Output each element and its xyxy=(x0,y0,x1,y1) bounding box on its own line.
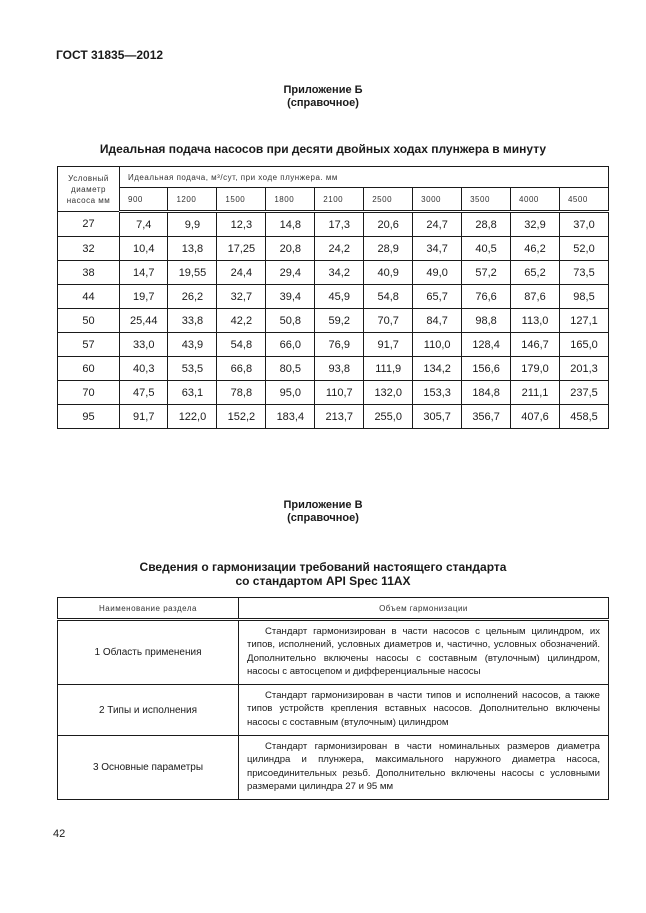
diameter-cell: 27 xyxy=(58,212,120,237)
table-row xyxy=(58,620,609,685)
capacity-cell: 146,7 xyxy=(511,333,560,357)
capacity-group-header: Идеальная подача, м³/сут, при ходе плунжера. мм xyxy=(120,167,609,188)
appendix-v-table-title-line2: со стандартом API Spec 11AX xyxy=(235,574,411,588)
capacity-cell: 29,4 xyxy=(266,261,315,285)
stroke-column-header: 2100 xyxy=(315,188,364,212)
capacity-cell: 73,5 xyxy=(559,261,608,285)
section-name-cell: 2 Типы и исполнения xyxy=(58,685,239,736)
capacity-cell: 76,9 xyxy=(315,333,364,357)
capacity-cell: 42,2 xyxy=(217,309,266,333)
capacity-cell: 156,6 xyxy=(462,357,511,381)
capacity-cell: 59,2 xyxy=(315,309,364,333)
capacity-cell: 20,8 xyxy=(266,237,315,261)
table-row xyxy=(58,685,609,736)
capacity-cell: 12,3 xyxy=(217,212,266,237)
capacity-cell: 95,0 xyxy=(266,381,315,405)
table-row xyxy=(58,309,609,333)
diameter-cell: 57 xyxy=(58,333,120,357)
capacity-cell: 66,8 xyxy=(217,357,266,381)
table-row xyxy=(58,736,609,800)
capacity-cell: 165,0 xyxy=(559,333,608,357)
harmonization-scope-text: Стандарт гармонизирован в части насосов с цельным цилиндром, их типов, исполнений, условных диаметров и, частично, условных обозначений. Дополнительно включены насосы с составным (втулочным) цилиндром, насосы с автосцепом и дифференциальные насосы xyxy=(247,626,600,677)
capacity-cell: 24,4 xyxy=(217,261,266,285)
page-number: 42 xyxy=(53,828,66,840)
section-name-header: Наименование раздела xyxy=(58,598,239,620)
harmonization-table xyxy=(57,597,609,800)
capacity-cell: 237,5 xyxy=(559,381,608,405)
stroke-column-header: 4000 xyxy=(511,188,560,212)
capacity-cell: 24,2 xyxy=(315,237,364,261)
capacity-cell: 47,5 xyxy=(120,381,168,405)
harmonization-scope-text: Стандарт гармонизирован в части типов и исполнений насосов, а также типов устройств крепления вставных насосов. Дополнительно включены насосы с составным (втулочным) цилиндром xyxy=(247,690,600,728)
capacity-cell: 134,2 xyxy=(413,357,462,381)
appendix-v-table-title-line1: Сведения о гармонизации требований настоящего стандарта xyxy=(139,560,507,574)
capacity-cell: 40,3 xyxy=(120,357,168,381)
capacity-cell: 87,6 xyxy=(511,285,560,309)
capacity-cell: 91,7 xyxy=(364,333,413,357)
capacity-cell: 407,6 xyxy=(511,405,560,429)
capacity-cell: 34,7 xyxy=(413,237,462,261)
table-row xyxy=(58,285,609,309)
capacity-cell: 255,0 xyxy=(364,405,413,429)
capacity-cell: 132,0 xyxy=(364,381,413,405)
diameter-cell: 70 xyxy=(58,381,120,405)
appendix-b-table-title: Идеальная подача насосов при десяти двойных ходах плунжера в минуту xyxy=(99,142,547,156)
stroke-column-header: 4500 xyxy=(559,188,608,212)
document-code: ГОСТ 31835—2012 xyxy=(56,48,164,62)
table-row xyxy=(58,261,609,285)
appendix-v-title: Приложение В xyxy=(283,499,363,511)
capacity-cell: 39,4 xyxy=(266,285,315,309)
diameter-header: Условный диаметр насоса мм xyxy=(58,167,120,212)
capacity-cell: 153,3 xyxy=(413,381,462,405)
capacity-cell: 127,1 xyxy=(559,309,608,333)
capacity-cell: 7,4 xyxy=(120,212,168,237)
capacity-cell: 14,8 xyxy=(266,212,315,237)
stroke-column-header: 1800 xyxy=(266,188,315,212)
harmonization-scope-header: Объем гармонизации xyxy=(239,598,609,620)
table-row xyxy=(58,237,609,261)
capacity-cell: 34,2 xyxy=(315,261,364,285)
capacity-cell: 9,9 xyxy=(168,212,217,237)
capacity-cell: 93,8 xyxy=(315,357,364,381)
capacity-cell: 98,8 xyxy=(462,309,511,333)
stroke-column-header: 2500 xyxy=(364,188,413,212)
capacity-cell: 65,7 xyxy=(413,285,462,309)
capacity-cell: 54,8 xyxy=(364,285,413,309)
section-name-cell: 1 Область применения xyxy=(58,620,239,685)
capacity-cell: 122,0 xyxy=(168,405,217,429)
pump-capacity-table xyxy=(57,166,609,429)
capacity-cell: 45,9 xyxy=(315,285,364,309)
diameter-cell: 95 xyxy=(58,405,120,429)
table-row xyxy=(58,357,609,381)
capacity-cell: 40,5 xyxy=(462,237,511,261)
capacity-cell: 111,9 xyxy=(364,357,413,381)
capacity-cell: 70,7 xyxy=(364,309,413,333)
capacity-cell: 78,8 xyxy=(217,381,266,405)
capacity-cell: 356,7 xyxy=(462,405,511,429)
table-row xyxy=(58,333,609,357)
stroke-column-header: 3000 xyxy=(413,188,462,212)
capacity-cell: 24,7 xyxy=(413,212,462,237)
stroke-column-header: 1500 xyxy=(217,188,266,212)
capacity-cell: 37,0 xyxy=(559,212,608,237)
capacity-cell: 63,1 xyxy=(168,381,217,405)
capacity-cell: 152,2 xyxy=(217,405,266,429)
capacity-cell: 458,5 xyxy=(559,405,608,429)
appendix-b-subtitle: (справочное) xyxy=(287,97,359,109)
capacity-cell: 80,5 xyxy=(266,357,315,381)
capacity-cell: 183,4 xyxy=(266,405,315,429)
capacity-cell: 201,3 xyxy=(559,357,608,381)
capacity-cell: 57,2 xyxy=(462,261,511,285)
capacity-cell: 184,8 xyxy=(462,381,511,405)
capacity-cell: 54,8 xyxy=(217,333,266,357)
capacity-cell: 49,0 xyxy=(413,261,462,285)
capacity-cell: 20,6 xyxy=(364,212,413,237)
capacity-cell: 53,5 xyxy=(168,357,217,381)
capacity-cell: 52,0 xyxy=(559,237,608,261)
table-row xyxy=(58,381,609,405)
harmonization-scope-cell xyxy=(239,620,609,685)
capacity-cell: 50,8 xyxy=(266,309,315,333)
capacity-cell: 10,4 xyxy=(120,237,168,261)
capacity-cell: 84,7 xyxy=(413,309,462,333)
capacity-cell: 46,2 xyxy=(511,237,560,261)
capacity-cell: 113,0 xyxy=(511,309,560,333)
capacity-cell: 26,2 xyxy=(168,285,217,309)
capacity-cell: 33,0 xyxy=(120,333,168,357)
stroke-column-header: 900 xyxy=(120,188,168,212)
capacity-cell: 128,4 xyxy=(462,333,511,357)
capacity-cell: 32,9 xyxy=(511,212,560,237)
capacity-cell: 19,7 xyxy=(120,285,168,309)
table-row xyxy=(58,212,609,237)
capacity-cell: 13,8 xyxy=(168,237,217,261)
capacity-cell: 110,0 xyxy=(413,333,462,357)
harmonization-scope-text: Стандарт гармонизирован в части номинальных размеров диаметра цилиндра и плунжера, максимального наружного диаметра насоса, присоединительных резьб. Дополнительно включены насосы с условными размерами цилиндра 27 и 95 мм xyxy=(247,741,600,792)
capacity-cell: 65,2 xyxy=(511,261,560,285)
harmonization-scope-cell xyxy=(239,736,609,800)
capacity-cell: 17,3 xyxy=(315,212,364,237)
harmonization-scope-cell xyxy=(239,685,609,736)
capacity-cell: 43,9 xyxy=(168,333,217,357)
appendix-v-subtitle: (справочное) xyxy=(287,512,359,524)
capacity-cell: 179,0 xyxy=(511,357,560,381)
stroke-column-header: 1200 xyxy=(168,188,217,212)
capacity-cell: 213,7 xyxy=(315,405,364,429)
capacity-cell: 40,9 xyxy=(364,261,413,285)
diameter-cell: 44 xyxy=(58,285,120,309)
capacity-cell: 32,7 xyxy=(217,285,266,309)
capacity-cell: 76,6 xyxy=(462,285,511,309)
capacity-cell: 25,44 xyxy=(120,309,168,333)
diameter-cell: 50 xyxy=(58,309,120,333)
capacity-cell: 91,7 xyxy=(120,405,168,429)
appendix-b-title: Приложение Б xyxy=(283,84,363,96)
capacity-cell: 66,0 xyxy=(266,333,315,357)
diameter-cell: 60 xyxy=(58,357,120,381)
capacity-cell: 28,8 xyxy=(462,212,511,237)
diameter-cell: 32 xyxy=(58,237,120,261)
capacity-cell: 28,9 xyxy=(364,237,413,261)
capacity-cell: 110,7 xyxy=(315,381,364,405)
capacity-cell: 211,1 xyxy=(511,381,560,405)
capacity-cell: 98,5 xyxy=(559,285,608,309)
section-name-cell: 3 Основные параметры xyxy=(58,736,239,800)
stroke-column-header: 3500 xyxy=(462,188,511,212)
table-row xyxy=(58,405,609,429)
capacity-cell: 14,7 xyxy=(120,261,168,285)
capacity-cell: 19,55 xyxy=(168,261,217,285)
diameter-cell: 38 xyxy=(58,261,120,285)
capacity-cell: 305,7 xyxy=(413,405,462,429)
capacity-cell: 17,25 xyxy=(217,237,266,261)
capacity-cell: 33,8 xyxy=(168,309,217,333)
